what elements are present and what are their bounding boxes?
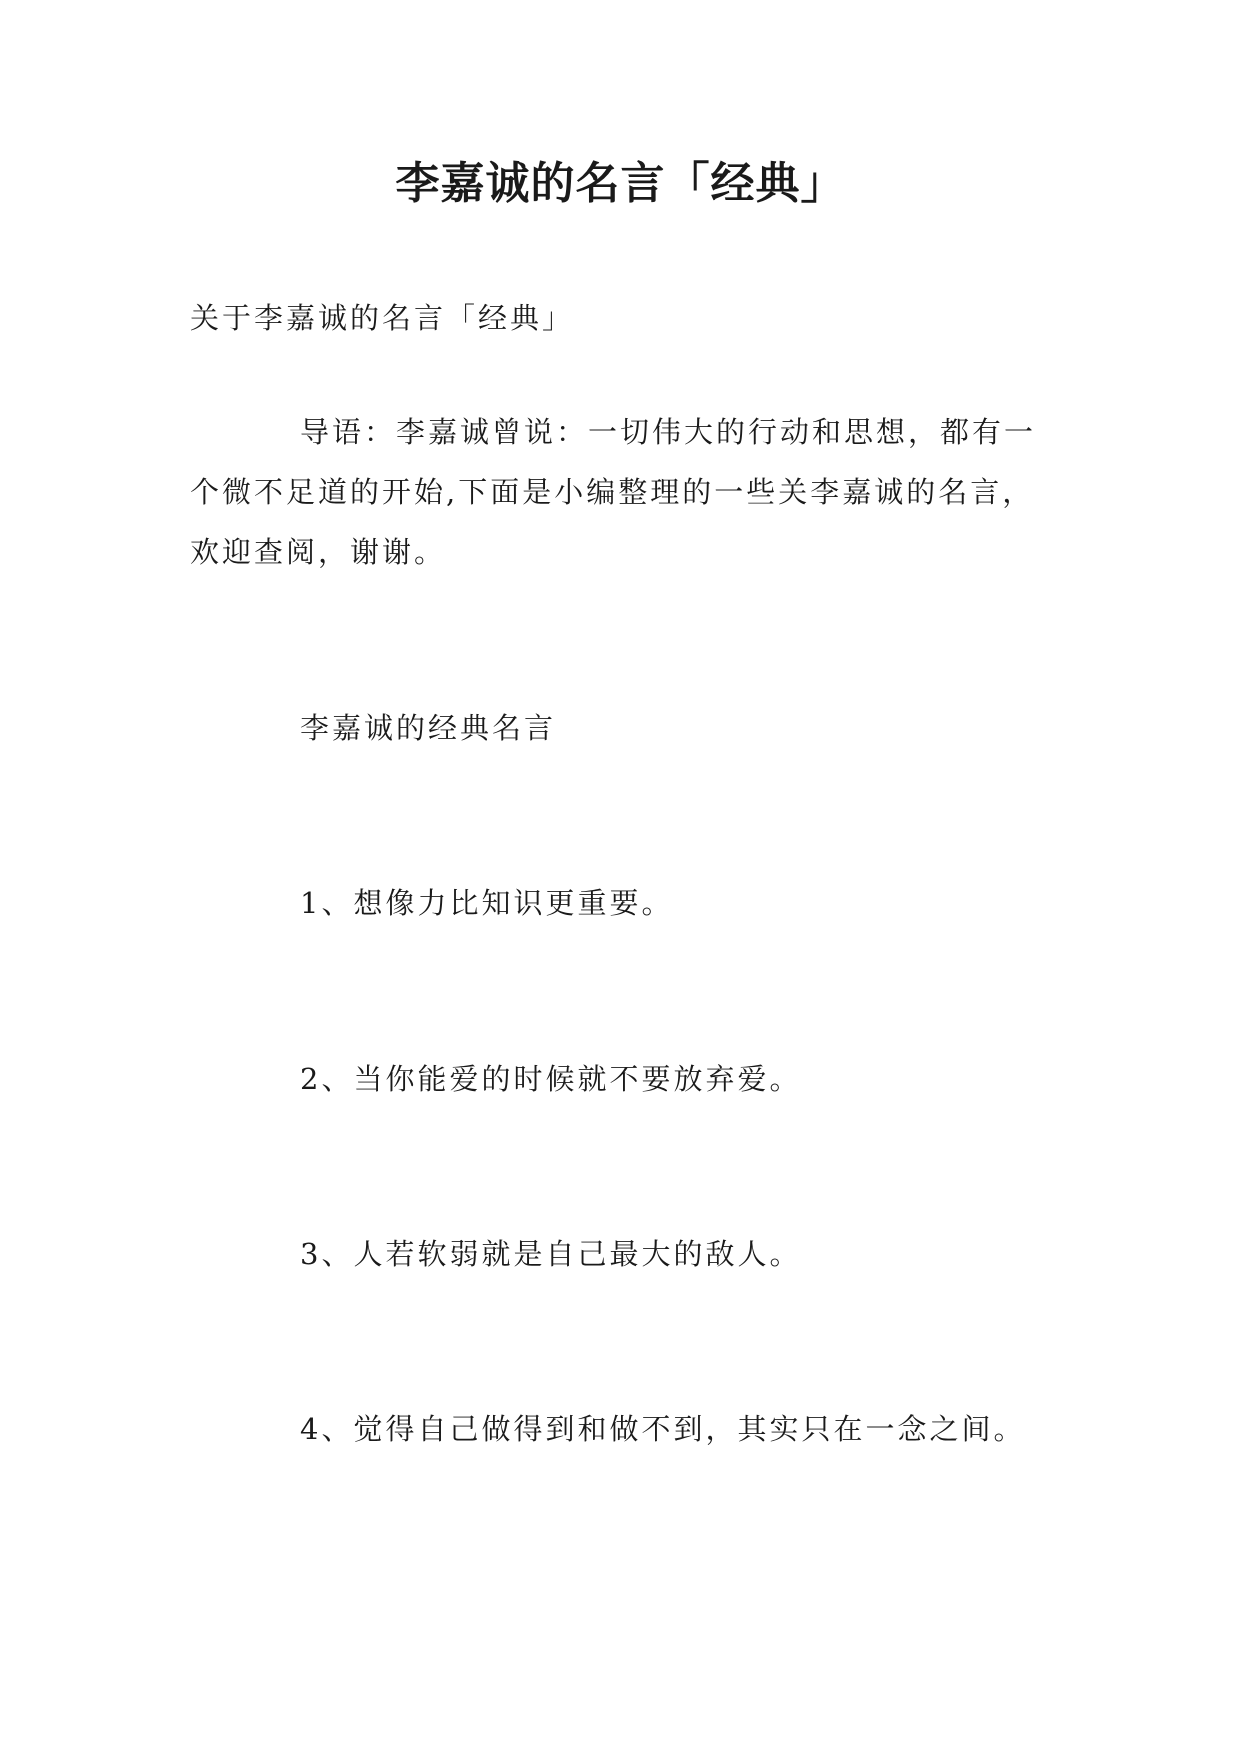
quote-item: 1、想像力比知识更重要。: [300, 886, 674, 920]
quote-item: 3、人若软弱就是自己最大的敌人。: [300, 1237, 802, 1271]
section-heading: 李嘉诚的经典名言: [300, 711, 557, 745]
quote-item: 4、觉得自己做得到和做不到，其实只在一念之间。: [300, 1412, 1026, 1446]
intro-paragraph: [190, 412, 1060, 592]
document-subtitle: 关于李嘉诚的名言「经典」: [190, 301, 575, 335]
intro-line: 个微不足道的开始,下面是小编整理的一些关李嘉诚的名言，: [190, 475, 1035, 509]
intro-line: 导语：李嘉诚曾说：一切伟大的行动和思想，都有一: [300, 415, 1037, 449]
intro-line: 欢迎查阅，谢谢。: [190, 535, 447, 569]
document-title: 李嘉诚的名言「经典」: [395, 158, 846, 209]
quote-item: 2、当你能爱的时候就不要放弃爱。: [300, 1062, 802, 1096]
